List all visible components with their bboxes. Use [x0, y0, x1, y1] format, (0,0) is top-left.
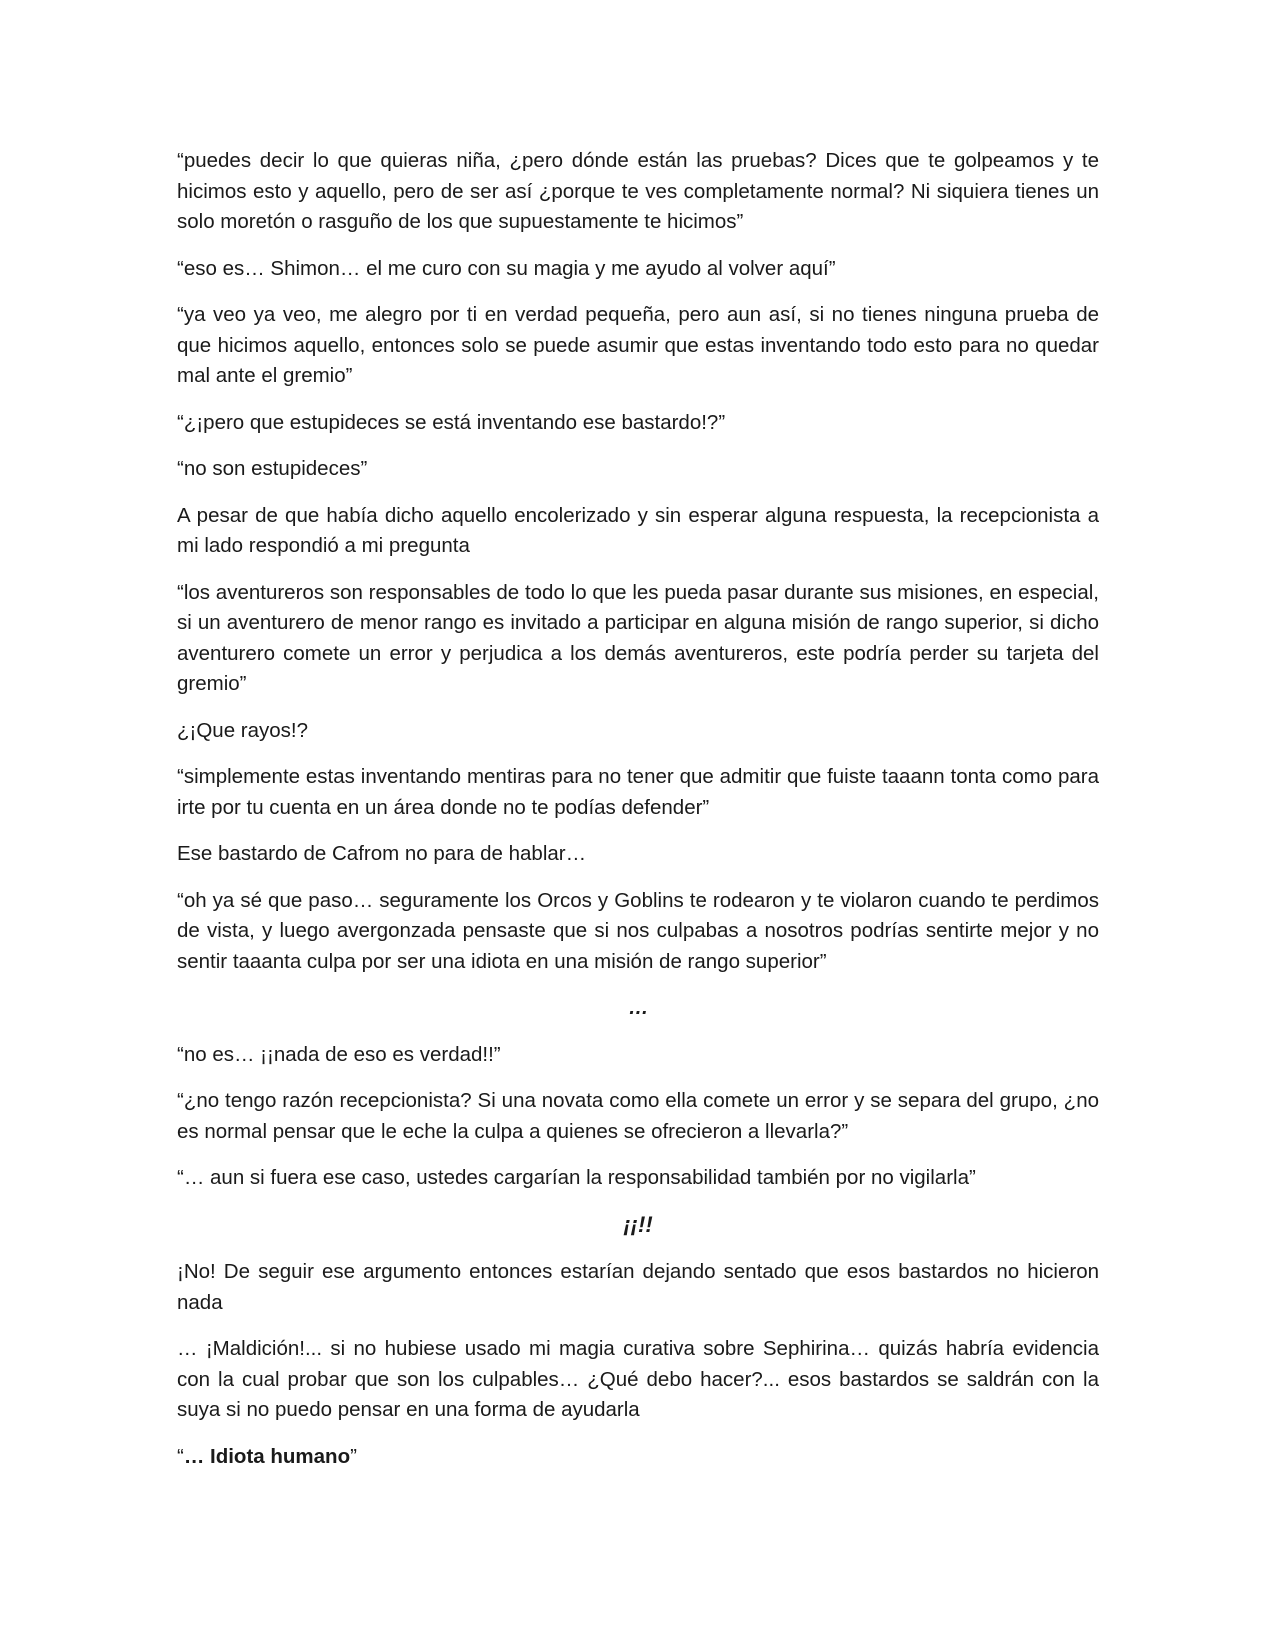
- paragraph: ¡No! De seguir ese argumento entonces estarían dejando sentado que esos bastardos no hicieron nada: [177, 1260, 1099, 1314]
- separator-dots-text: …: [628, 997, 648, 1019]
- open-quote: “: [177, 1444, 184, 1468]
- paragraph: “simplemente estas inventando mentiras para no tener que admitir que fuiste taaann tonta como para irte por tu cuenta en un área donde no te podías defender”: [177, 765, 1099, 819]
- paragraph: … ¡Maldición!... si no hubiese usado mi magia curativa sobre Sephirina… quizás habría evidencia con la cual probar que son los culpables… ¿Qué debo hacer?... esos bastardos se saldrán con la suya si no puedo pensar en una forma de ayudarla: [177, 1337, 1099, 1421]
- paragraph: “no es… ¡¡nada de eso es verdad!!”: [177, 1042, 501, 1066]
- final-dialogue-line: [177, 1442, 1099, 1473]
- separator-exclaim-text: ¡¡!!: [623, 1211, 653, 1237]
- paragraph: “¿no tengo razón recepcionista? Si una novata como ella comete un error y se separa del grupo, ¿no es normal pensar que le eche la culpa a quienes se ofrecieron a llevarla?”: [177, 1089, 1099, 1143]
- close-quote: ”: [350, 1444, 357, 1468]
- paragraph: “eso es… Shimon… el me curo con su magia y me ayudo al volver aquí”: [177, 256, 836, 280]
- scene-separator-dots: [177, 993, 1099, 1024]
- paragraph: Ese bastardo de Cafrom no para de hablar…: [177, 842, 587, 865]
- paragraph: “… aun si fuera ese caso, ustedes cargarían la responsabilidad también por no vigilarla”: [177, 1166, 976, 1189]
- document-page: [177, 146, 1099, 1488]
- bold-dialogue: … Idiota humano: [183, 1444, 351, 1468]
- paragraph: “puedes decir lo que quieras niña, ¿pero dónde están las pruebas? Dices que te golpeamos y te hicimos esto y aquello, pero de ser así ¿porque te ves completamente normal? Ni siquiera tienes un solo moretón o rasguño de los que supuestamente te hicimos”: [177, 149, 1099, 233]
- paragraph: “¿¡pero que estupideces se está inventando ese bastardo!?”: [177, 410, 726, 434]
- paragraph: “oh ya sé que paso… seguramente los Orcos y Goblins te rodearon y te violaron cuando te perdimos de vista, y luego avergonzada pensaste que si nos culpabas a nosotros podrías sentirte mejor y no sentir taaanta culpa por ser una idiota en una misión de rango superior”: [177, 888, 1099, 973]
- paragraph: “ya veo ya veo, me alegro por ti en verdad pequeña, pero aun así, si no tienes ninguna prueba de que hicimos aquello, entonces solo se puede asumir que estas inventando todo esto para no quedar mal ante el gremio”: [177, 303, 1099, 387]
- paragraph: A pesar de que había dicho aquello encolerizado y sin esperar alguna respuesta, la recepcionista a mi lado respondió a mi pregunta: [177, 503, 1099, 557]
- paragraph: ¿¡Que rayos!?: [177, 718, 309, 742]
- paragraph: “no son estupideces”: [177, 457, 368, 480]
- paragraph: “los aventureros son responsables de todo lo que les pueda pasar durante sus misiones, en especial, si un aventurero de menor rango es invitado a participar en alguna misión de rango superior, si dicho aventurero comete un error y perjudica a los demás aventureros, este podría perder su tarjeta del gremio”: [177, 580, 1099, 695]
- scene-separator-exclaim: [177, 1210, 1099, 1242]
